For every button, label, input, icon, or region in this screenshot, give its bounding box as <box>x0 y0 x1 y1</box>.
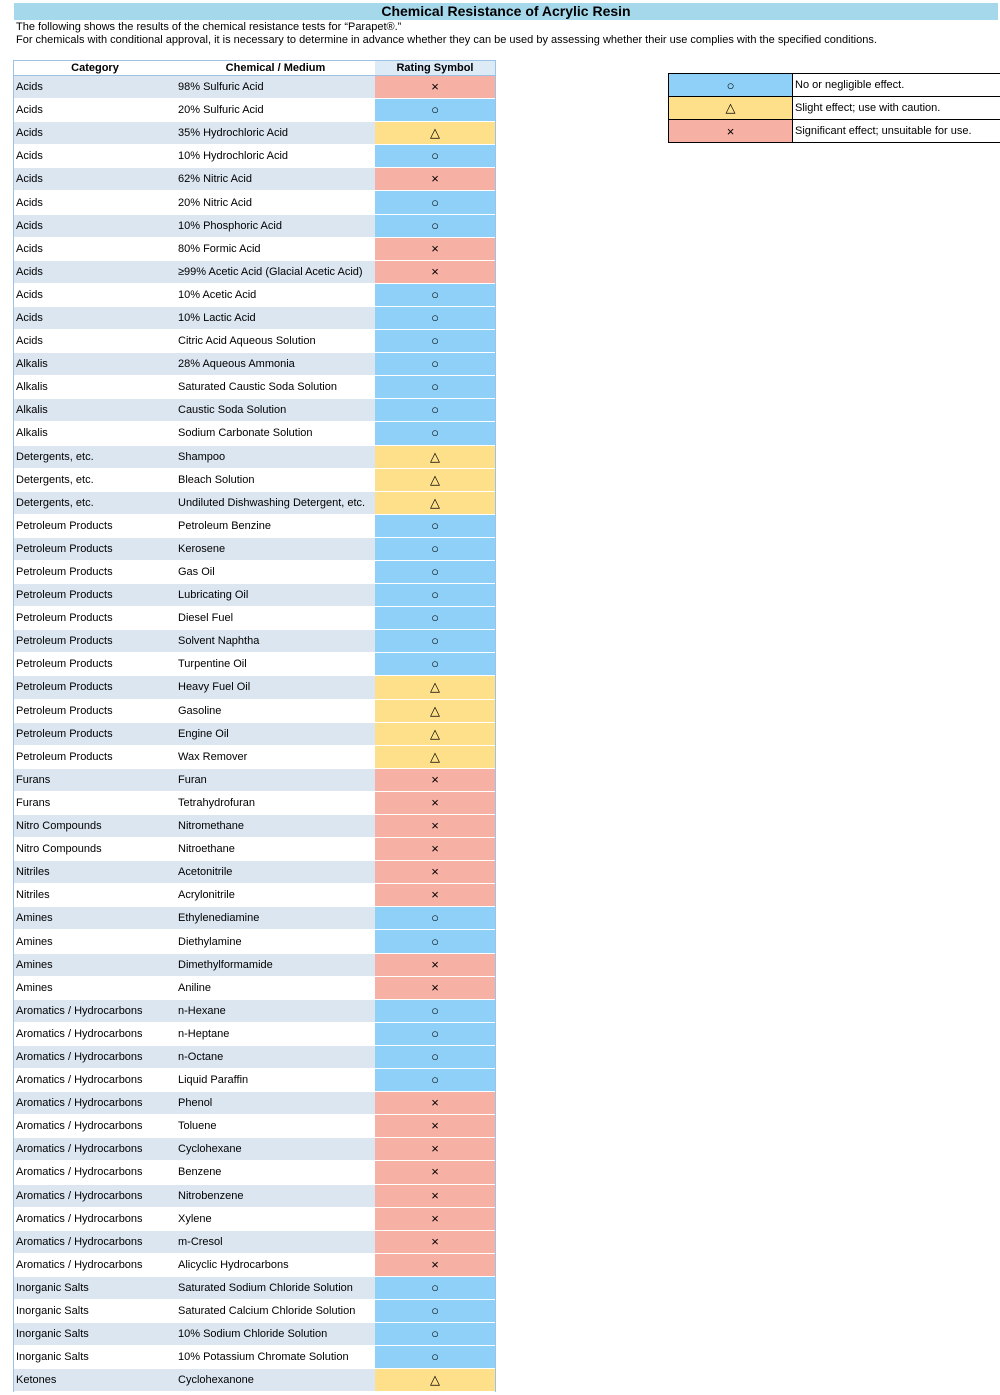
legend-symbol: × <box>669 120 793 142</box>
cell-rating: × <box>375 1231 495 1253</box>
table-row <box>14 1000 495 1023</box>
cell-rating: × <box>375 1254 495 1276</box>
cell-chemical: 35% Hydrochloric Acid <box>176 122 375 144</box>
table-row <box>14 538 495 561</box>
cell-category: Aromatics / Hydrocarbons <box>14 1023 176 1045</box>
cell-chemical: 10% Hydrochloric Acid <box>176 145 375 167</box>
cell-rating: × <box>375 1185 495 1207</box>
legend-description: Significant effect; unsuitable for use. <box>793 120 1000 142</box>
cell-chemical: Wax Remover <box>176 746 375 768</box>
legend-description: Slight effect; use with caution. <box>793 97 1000 119</box>
table-row <box>14 861 495 884</box>
cell-rating: △ <box>375 723 495 745</box>
cell-chemical: Petroleum Benzine <box>176 515 375 537</box>
cell-rating: ○ <box>375 330 495 352</box>
table-row <box>14 1185 495 1208</box>
cell-category: Ketones <box>14 1369 176 1391</box>
cell-category: Aromatics / Hydrocarbons <box>14 1069 176 1091</box>
cell-chemical: m-Cresol <box>176 1231 375 1253</box>
table-row <box>14 191 495 214</box>
cell-rating: ○ <box>375 515 495 537</box>
cell-rating: △ <box>375 122 495 144</box>
cell-category: Inorganic Salts <box>14 1323 176 1345</box>
cell-rating: × <box>375 1208 495 1230</box>
table-row <box>14 769 495 792</box>
cell-chemical: 20% Sulfuric Acid <box>176 99 375 121</box>
cell-category: Aromatics / Hydrocarbons <box>14 1231 176 1253</box>
cell-category: Petroleum Products <box>14 538 176 560</box>
table-row <box>14 838 495 861</box>
table-row <box>14 1277 495 1300</box>
cell-category: Petroleum Products <box>14 676 176 698</box>
intro-text <box>16 21 877 47</box>
cell-rating: ○ <box>375 930 495 952</box>
table-row <box>14 99 495 122</box>
cell-chemical: Acetonitrile <box>176 861 375 883</box>
cell-rating: × <box>375 168 495 190</box>
cell-category: Inorganic Salts <box>14 1346 176 1368</box>
table-row <box>14 607 495 630</box>
header-chemical: Chemical / Medium <box>176 61 375 75</box>
cell-rating: ○ <box>375 607 495 629</box>
cell-chemical: 10% Lactic Acid <box>176 307 375 329</box>
cell-rating: × <box>375 954 495 976</box>
cell-category: Aromatics / Hydrocarbons <box>14 1161 176 1183</box>
cell-rating: ○ <box>375 307 495 329</box>
cell-rating: ○ <box>375 1300 495 1322</box>
cell-chemical: Xylene <box>176 1208 375 1230</box>
cell-category: Detergents, etc. <box>14 492 176 514</box>
cell-category: Acids <box>14 238 176 260</box>
table-row <box>14 930 495 953</box>
table-row <box>14 584 495 607</box>
cell-category: Acids <box>14 261 176 283</box>
cell-rating: △ <box>375 1369 495 1391</box>
cell-category: Aromatics / Hydrocarbons <box>14 1208 176 1230</box>
cell-rating: × <box>375 769 495 791</box>
legend-row <box>669 97 1000 120</box>
table-row <box>14 307 495 330</box>
cell-chemical: Alicyclic Hydrocarbons <box>176 1254 375 1276</box>
cell-rating: △ <box>375 746 495 768</box>
cell-category: Aromatics / Hydrocarbons <box>14 1000 176 1022</box>
cell-category: Aromatics / Hydrocarbons <box>14 1115 176 1137</box>
cell-rating: × <box>375 1115 495 1137</box>
cell-category: Petroleum Products <box>14 630 176 652</box>
cell-chemical: Toluene <box>176 1115 375 1137</box>
cell-chemical: 10% Acetic Acid <box>176 284 375 306</box>
cell-category: Furans <box>14 769 176 791</box>
cell-rating: ○ <box>375 1323 495 1345</box>
cell-rating: × <box>375 792 495 814</box>
cell-category: Acids <box>14 145 176 167</box>
cell-rating: ○ <box>375 907 495 929</box>
cell-rating: △ <box>375 676 495 698</box>
cell-category: Amines <box>14 907 176 929</box>
cell-category: Inorganic Salts <box>14 1277 176 1299</box>
table-row <box>14 122 495 145</box>
table-row <box>14 422 495 445</box>
cell-chemical: Ethylenediamine <box>176 907 375 929</box>
cell-chemical: Cyclohexane <box>176 1138 375 1160</box>
cell-rating: ○ <box>375 1346 495 1368</box>
cell-chemical: Solvent Naphtha <box>176 630 375 652</box>
page-title: Chemical Resistance of Acrylic Resin <box>14 3 998 20</box>
table-row <box>14 1254 495 1277</box>
cell-chemical: 62% Nitric Acid <box>176 168 375 190</box>
cell-chemical: Nitromethane <box>176 815 375 837</box>
cell-category: Alkalis <box>14 376 176 398</box>
cell-chemical: 10% Potassium Chromate Solution <box>176 1346 375 1368</box>
cell-chemical: Tetrahydrofuran <box>176 792 375 814</box>
cell-category: Acids <box>14 215 176 237</box>
table-row <box>14 515 495 538</box>
table-row <box>14 376 495 399</box>
cell-rating: ○ <box>375 376 495 398</box>
cell-rating: ○ <box>375 353 495 375</box>
cell-chemical: Shampoo <box>176 446 375 468</box>
cell-chemical: 28% Aqueous Ammonia <box>176 353 375 375</box>
table-row <box>14 792 495 815</box>
cell-rating: ○ <box>375 1069 495 1091</box>
cell-rating: ○ <box>375 99 495 121</box>
cell-rating: ○ <box>375 215 495 237</box>
cell-chemical: Liquid Paraffin <box>176 1069 375 1091</box>
cell-category: Petroleum Products <box>14 653 176 675</box>
cell-rating: ○ <box>375 399 495 421</box>
table-row <box>14 1023 495 1046</box>
cell-chemical: 98% Sulfuric Acid <box>176 76 375 98</box>
cell-rating: ○ <box>375 561 495 583</box>
cell-category: Aromatics / Hydrocarbons <box>14 1092 176 1114</box>
table-row <box>14 1138 495 1161</box>
header-rating: Rating Symbol <box>396 62 474 74</box>
cell-chemical: Nitrobenzene <box>176 1185 375 1207</box>
cell-rating: × <box>375 238 495 260</box>
cell-chemical: Acrylonitrile <box>176 884 375 906</box>
cell-rating: △ <box>375 469 495 491</box>
cell-category: Acids <box>14 76 176 98</box>
cell-category: Acids <box>14 168 176 190</box>
cell-rating: × <box>375 1092 495 1114</box>
cell-category: Inorganic Salts <box>14 1300 176 1322</box>
cell-rating: ○ <box>375 584 495 606</box>
cell-chemical: Dimethylformamide <box>176 954 375 976</box>
cell-chemical: Nitroethane <box>176 838 375 860</box>
table-row <box>14 1208 495 1231</box>
cell-rating: ○ <box>375 1277 495 1299</box>
cell-category: Furans <box>14 792 176 814</box>
table-row <box>14 492 495 515</box>
table-row <box>14 884 495 907</box>
table-row <box>14 746 495 769</box>
cell-category: Alkalis <box>14 353 176 375</box>
table-row <box>14 353 495 376</box>
table-row <box>14 238 495 261</box>
cell-rating: ○ <box>375 191 495 213</box>
cell-chemical: Aniline <box>176 977 375 999</box>
cell-chemical: Kerosene <box>176 538 375 560</box>
cell-rating: × <box>375 76 495 98</box>
table-row <box>14 1069 495 1092</box>
cell-chemical: Gasoline <box>176 700 375 722</box>
table-row <box>14 1161 495 1184</box>
cell-chemical: Turpentine Oil <box>176 653 375 675</box>
table-row <box>14 561 495 584</box>
cell-rating: × <box>375 838 495 860</box>
table-row <box>14 1346 495 1369</box>
cell-chemical: 20% Nitric Acid <box>176 191 375 213</box>
cell-rating: △ <box>375 446 495 468</box>
table-row <box>14 1092 495 1115</box>
cell-chemical: n-Octane <box>176 1046 375 1068</box>
table-row <box>14 469 495 492</box>
cell-rating: ○ <box>375 1000 495 1022</box>
cell-category: Alkalis <box>14 422 176 444</box>
cell-rating: ○ <box>375 1046 495 1068</box>
cell-category: Acids <box>14 284 176 306</box>
cell-chemical: Diesel Fuel <box>176 607 375 629</box>
cell-category: Petroleum Products <box>14 700 176 722</box>
cell-category: Aromatics / Hydrocarbons <box>14 1138 176 1160</box>
cell-category: Acids <box>14 330 176 352</box>
cell-category: Amines <box>14 977 176 999</box>
table-row <box>14 700 495 723</box>
cell-category: Aromatics / Hydrocarbons <box>14 1046 176 1068</box>
cell-chemical: Gas Oil <box>176 561 375 583</box>
table-row <box>14 815 495 838</box>
table-row <box>14 653 495 676</box>
cell-chemical: Sodium Carbonate Solution <box>176 422 375 444</box>
cell-category: Petroleum Products <box>14 746 176 768</box>
legend-row <box>669 74 1000 97</box>
table-row <box>14 954 495 977</box>
cell-category: Amines <box>14 930 176 952</box>
cell-chemical: Benzene <box>176 1161 375 1183</box>
table-row <box>14 907 495 930</box>
table-row <box>14 446 495 469</box>
cell-chemical: Phenol <box>176 1092 375 1114</box>
cell-category: Petroleum Products <box>14 723 176 745</box>
cell-category: Nitro Compounds <box>14 815 176 837</box>
cell-category: Petroleum Products <box>14 607 176 629</box>
header-category: Category <box>14 61 176 75</box>
cell-chemical: Undiluted Dishwashing Detergent, etc. <box>176 492 375 514</box>
table-row <box>14 284 495 307</box>
cell-chemical: Saturated Caustic Soda Solution <box>176 376 375 398</box>
cell-rating: × <box>375 815 495 837</box>
cell-chemical: Engine Oil <box>176 723 375 745</box>
cell-category: Nitro Compounds <box>14 838 176 860</box>
cell-chemical: Citric Acid Aqueous Solution <box>176 330 375 352</box>
cell-chemical: 10% Phosphoric Acid <box>176 215 375 237</box>
cell-rating: ○ <box>375 145 495 167</box>
table-row <box>14 330 495 353</box>
table-row <box>14 630 495 653</box>
table-row <box>14 261 495 284</box>
cell-chemical: Diethylamine <box>176 930 375 952</box>
cell-category: Petroleum Products <box>14 515 176 537</box>
cell-chemical: 10% Sodium Chloride Solution <box>176 1323 375 1345</box>
cell-category: Acids <box>14 307 176 329</box>
cell-rating: × <box>375 861 495 883</box>
cell-category: Petroleum Products <box>14 561 176 583</box>
cell-rating: × <box>375 884 495 906</box>
cell-rating: × <box>375 1161 495 1183</box>
cell-category: Nitriles <box>14 861 176 883</box>
cell-category: Aromatics / Hydrocarbons <box>14 1254 176 1276</box>
table-row <box>14 676 495 699</box>
legend-row <box>669 120 1000 143</box>
intro-line-1: The following shows the results of the chemical resistance tests for “Parapet®.” <box>16 21 402 33</box>
cell-chemical: n-Heptane <box>176 1023 375 1045</box>
resistance-table <box>13 60 496 1392</box>
cell-chemical: Lubricating Oil <box>176 584 375 606</box>
table-row <box>14 1231 495 1254</box>
cell-chemical: Heavy Fuel Oil <box>176 676 375 698</box>
cell-rating: ○ <box>375 653 495 675</box>
cell-chemical: Saturated Calcium Chloride Solution <box>176 1300 375 1322</box>
cell-rating: ○ <box>375 538 495 560</box>
cell-rating: ○ <box>375 422 495 444</box>
table-row <box>14 1115 495 1138</box>
cell-chemical: Cyclohexanone <box>176 1369 375 1391</box>
cell-category: Nitriles <box>14 884 176 906</box>
table-row <box>14 977 495 1000</box>
cell-rating: ○ <box>375 1023 495 1045</box>
cell-rating: △ <box>375 492 495 514</box>
cell-chemical: n-Hexane <box>176 1000 375 1022</box>
cell-chemical: 80% Formic Acid <box>176 238 375 260</box>
legend-symbol: ○ <box>669 74 793 96</box>
cell-rating: ○ <box>375 284 495 306</box>
table-row <box>14 1323 495 1346</box>
table-row <box>14 1369 495 1392</box>
table-row <box>14 168 495 191</box>
cell-category: Acids <box>14 191 176 213</box>
cell-category: Aromatics / Hydrocarbons <box>14 1185 176 1207</box>
legend-symbol: △ <box>669 97 793 119</box>
cell-category: Alkalis <box>14 399 176 421</box>
cell-chemical: Bleach Solution <box>176 469 375 491</box>
legend-description: No or negligible effect. <box>793 74 1000 96</box>
cell-chemical: Caustic Soda Solution <box>176 399 375 421</box>
cell-category: Amines <box>14 954 176 976</box>
cell-rating: × <box>375 261 495 283</box>
cell-chemical: Furan <box>176 769 375 791</box>
cell-chemical: ≥99% Acetic Acid (Glacial Acetic Acid) <box>176 261 375 283</box>
cell-rating: ○ <box>375 630 495 652</box>
table-row <box>14 1300 495 1323</box>
cell-category: Acids <box>14 99 176 121</box>
table-row <box>14 145 495 168</box>
cell-category: Acids <box>14 122 176 144</box>
intro-line-2: For chemicals with conditional approval, it is necessary to determine in advance whether they can be used by assessing whether their use complies with the specified conditions. <box>16 34 877 46</box>
table-row <box>14 399 495 422</box>
cell-chemical: Saturated Sodium Chloride Solution <box>176 1277 375 1299</box>
cell-category: Petroleum Products <box>14 584 176 606</box>
cell-rating: × <box>375 1138 495 1160</box>
table-header-row <box>14 61 495 76</box>
cell-category: Detergents, etc. <box>14 469 176 491</box>
table-row <box>14 215 495 238</box>
table-row <box>14 1046 495 1069</box>
table-row <box>14 723 495 746</box>
cell-rating: × <box>375 977 495 999</box>
table-row <box>14 76 495 99</box>
cell-category: Detergents, etc. <box>14 446 176 468</box>
cell-rating: △ <box>375 700 495 722</box>
rating-legend <box>668 73 1000 143</box>
